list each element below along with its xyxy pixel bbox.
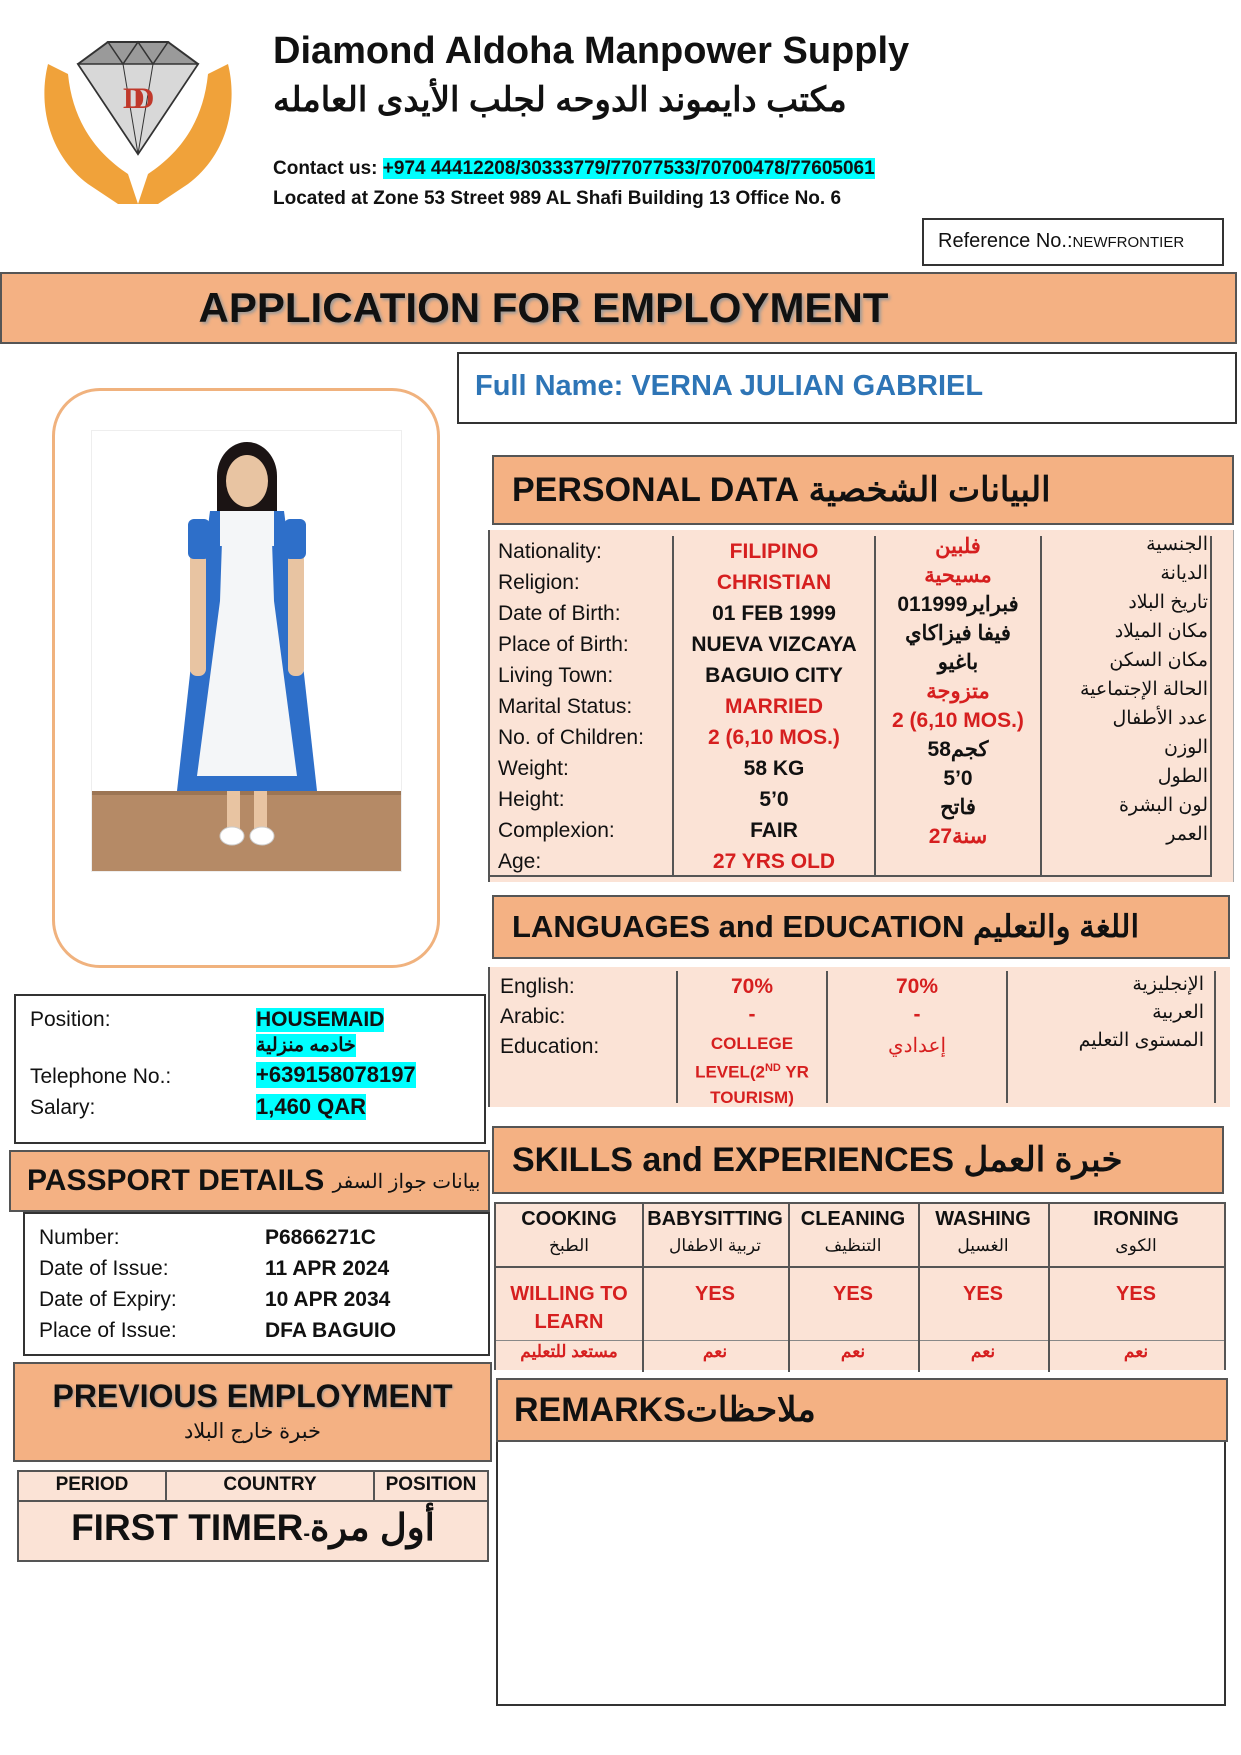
arabic-label: Arabic: <box>500 1005 566 1028</box>
passport-labels <box>39 1222 177 1346</box>
passport-label: Date of Issue: <box>39 1257 169 1280</box>
salary-label: Salary: <box>30 1096 96 1119</box>
salary-value: 1,460 QAR <box>256 1094 367 1119</box>
company-name: Diamond Aldoha Manpower Supply <box>273 30 910 72</box>
reference-value: NEWFRONTIER <box>1072 234 1185 251</box>
reference-label: Reference No.: <box>938 230 1073 252</box>
english-value: 70% <box>730 975 774 998</box>
skill-value-arabic: نعم <box>840 1342 866 1361</box>
personal-label-arabic: مكان الميلاد <box>1114 621 1208 642</box>
education-label: Education: <box>500 1035 600 1058</box>
education-yr: YR <box>780 1062 809 1082</box>
personal-data-title: PERSONAL DATA <box>512 470 800 509</box>
passport-label: Date of Expiry: <box>39 1288 177 1311</box>
company-name-arabic: مكتب دايموند الدوحه لجلب الأيدى العامله <box>273 81 847 119</box>
form-title-bar <box>0 272 1237 344</box>
languages-header <box>492 895 1230 959</box>
skill-value-arabic: نعم <box>1123 1342 1149 1361</box>
passport-title: PASSPORT DETAILS <box>27 1164 325 1197</box>
contact-line <box>273 158 875 180</box>
education-value-arabic: إعدادي <box>887 1035 947 1057</box>
education-value-line1: COLLEGE <box>710 1034 794 1053</box>
personal-value-arabic: فيفا فيزاكاي <box>905 622 1011 645</box>
position-box <box>14 994 486 1144</box>
personal-value-arabic: 27سنة <box>928 825 988 848</box>
first-timer-en: FIRST TIMER <box>71 1507 304 1548</box>
skills-title: SKILLS and EXPERIENCES <box>512 1140 955 1179</box>
personal-value-arabic: مسيحية <box>924 564 992 587</box>
form-title: APPLICATION FOR EMPLOYMENT <box>198 284 889 331</box>
skill-name: IRONING <box>1093 1208 1179 1230</box>
first-timer-ar: أول مرة <box>310 1507 435 1548</box>
telephone-label: Telephone No.: <box>30 1065 172 1088</box>
personal-value-arabic: 01فبراير1999 <box>897 593 1019 616</box>
personal-value: MARRIED <box>725 695 823 718</box>
personal-label: Living Town: <box>498 664 614 687</box>
full-name-box <box>457 352 1237 424</box>
arabic-label-arabic: العربية <box>1152 1002 1204 1023</box>
personal-value: FAIR <box>750 819 798 842</box>
passport-values <box>265 1222 396 1346</box>
remarks-title: REMARKS <box>514 1390 686 1429</box>
education-level: LEVEL(2 <box>695 1062 765 1082</box>
personal-data-table <box>488 530 1234 882</box>
previous-employment-title: PREVIOUS EMPLOYMENT <box>52 1378 453 1414</box>
personal-label-arabic: الجنسية <box>1146 534 1208 555</box>
passport-value: DFA BAGUIO <box>265 1319 397 1342</box>
remarks-title-arabic: ملاحظات <box>685 1391 816 1429</box>
languages-table <box>488 967 1230 1107</box>
personal-label: No. of Children: <box>498 726 644 749</box>
skill-name: CLEANING <box>800 1208 906 1230</box>
skill-value: WILLING TO LEARN <box>510 1283 628 1333</box>
skill-value: YES <box>832 1283 874 1305</box>
address: Located at Zone 53 Street 989 AL Shafi Building 13 Office No. 6 <box>273 188 842 209</box>
applicant-photo <box>91 430 402 872</box>
personal-label-arabic: الطول <box>1157 766 1208 787</box>
personal-value: 2 (6,10 MOS.) <box>708 726 840 749</box>
skill-name-arabic: الغسيل <box>957 1236 1009 1255</box>
languages-title-arabic: اللغة والتعليم <box>973 909 1140 944</box>
logo-letters: DD <box>123 82 143 115</box>
personal-value-arabic: 2 (6,10 MOS.) <box>892 709 1024 732</box>
previous-employment-table <box>17 1470 489 1562</box>
personal-value: 01 FEB 1999 <box>712 602 836 625</box>
header-period: PERIOD <box>55 1474 129 1495</box>
skill-value: YES <box>962 1283 1004 1305</box>
english-value-arabic: 70% <box>895 975 939 998</box>
passport-value: P6866271C <box>265 1226 376 1249</box>
education-sup: ND <box>764 1062 781 1074</box>
skill-value: YES <box>694 1283 736 1305</box>
languages-title: LANGUAGES and EDUCATION <box>512 909 965 944</box>
personal-value-arabic: 58كجم <box>927 738 989 761</box>
personal-label-arabic: الديانة <box>1160 563 1208 584</box>
personal-label: Complexion: <box>498 819 615 842</box>
personal-label-arabic: الوزن <box>1163 737 1208 758</box>
skills-header <box>492 1126 1224 1194</box>
personal-value: NUEVA VIZCAYA <box>691 633 857 656</box>
personal-value: 27 YRS OLD <box>712 850 836 873</box>
skill-name-arabic: الكوى <box>1115 1236 1157 1255</box>
previous-employment-header <box>13 1362 492 1462</box>
position-value: HOUSEMAID <box>256 1008 385 1031</box>
personal-label-arabic: مكان السكن <box>1109 650 1208 671</box>
english-label: English: <box>500 975 575 998</box>
contact-numbers: +974 44412208/30333779/77077533/70700478/77605061 <box>382 158 875 179</box>
skill-value-arabic: نعم <box>702 1342 728 1361</box>
personal-label: Weight: <box>498 757 569 780</box>
first-timer-separator: - <box>303 1523 310 1545</box>
personal-data-values-arabic <box>876 532 1040 851</box>
education-label-arabic: المستوى التعليم <box>1078 1030 1204 1051</box>
position-value-arabic: خادمه منزلية <box>256 1035 356 1056</box>
personal-value-arabic: فاتح <box>940 796 976 819</box>
passport-box <box>23 1212 490 1356</box>
skill-name: COOKING <box>521 1208 617 1230</box>
remarks-box <box>496 1442 1226 1706</box>
skill-name: WASHING <box>935 1208 1031 1230</box>
personal-value: FILIPINO <box>729 540 819 563</box>
skill-value-arabic: مستعد للتعليم <box>520 1342 618 1361</box>
header-position: POSITION <box>385 1474 477 1495</box>
education-value-line2 <box>678 1056 826 1085</box>
personal-label: Age: <box>498 850 542 873</box>
personal-value-arabic: 5’0 <box>943 767 973 790</box>
personal-label-arabic: عدد الأطفال <box>1112 708 1208 729</box>
reference-box <box>922 218 1224 266</box>
personal-value: CHRISTIAN <box>716 571 832 594</box>
personal-data-header <box>492 455 1234 525</box>
passport-header <box>9 1150 490 1212</box>
telephone-value: +639158078197 <box>256 1062 416 1087</box>
passport-label: Place of Issue: <box>39 1319 177 1342</box>
personal-data-labels-arabic <box>1042 530 1208 849</box>
skill-name: BABYSITTING <box>647 1208 783 1230</box>
full-name-value: VERNA JULIAN GABRIEL <box>631 370 984 402</box>
skills-table <box>494 1202 1226 1370</box>
english-label-arabic: الإنجليزية <box>1132 974 1204 995</box>
personal-label: Nationality: <box>498 540 602 563</box>
skill-value-arabic: نعم <box>970 1342 996 1361</box>
personal-label-arabic: العمر <box>1166 824 1208 845</box>
previous-employment-value <box>19 1506 487 1549</box>
skills-title-arabic: خبرة العمل <box>963 1141 1123 1179</box>
skill-name-arabic: تربية الاطفال <box>669 1236 761 1255</box>
personal-label: Place of Birth: <box>498 633 629 656</box>
personal-label: Date of Birth: <box>498 602 621 625</box>
arabic-value-arabic: - <box>913 1003 921 1026</box>
education-value <box>678 1031 826 1110</box>
personal-value-arabic: فلبين <box>935 535 981 558</box>
personal-value: 58 KG <box>743 757 805 780</box>
personal-value-arabic: باغيو <box>937 651 979 674</box>
passport-value: 11 APR 2024 <box>265 1257 390 1280</box>
previous-employment-title-arabic: خبرة خارج البلاد <box>183 1420 322 1443</box>
passport-value: 10 APR 2034 <box>265 1288 391 1311</box>
company-logo <box>28 34 248 214</box>
personal-label: Religion: <box>498 571 580 594</box>
remarks-header <box>496 1378 1228 1442</box>
education-value-line3: TOURISM) <box>710 1087 794 1107</box>
skill-name-arabic: الطبخ <box>549 1236 589 1255</box>
personal-label-arabic: الحالة الإجتماعية <box>1080 679 1208 700</box>
contact-label: Contact us: <box>273 158 378 179</box>
personal-label-arabic: تاريخ البلاد <box>1128 592 1208 613</box>
arabic-value: - <box>748 1003 756 1026</box>
passport-label: Number: <box>39 1226 120 1249</box>
passport-title-arabic: بيانات جواز السفر <box>332 1170 481 1193</box>
personal-label: Marital Status: <box>498 695 633 718</box>
personal-value: BAGUIO CITY <box>705 664 843 687</box>
personal-label: Height: <box>498 788 565 811</box>
personal-data-labels <box>498 536 673 877</box>
personal-data-title-arabic: البيانات الشخصية <box>808 471 1051 509</box>
personal-value-arabic: متزوجة <box>926 680 990 703</box>
personal-label-arabic: لون البشرة <box>1118 795 1208 816</box>
personal-value: 5’0 <box>759 788 789 811</box>
full-name-label: Full Name: <box>475 370 624 402</box>
personal-data-values <box>674 536 874 877</box>
skill-name-arabic: التنظيف <box>824 1236 882 1255</box>
skill-value: YES <box>1115 1283 1157 1305</box>
position-label: Position: <box>30 1008 111 1031</box>
header-country: COUNTRY <box>223 1474 317 1495</box>
